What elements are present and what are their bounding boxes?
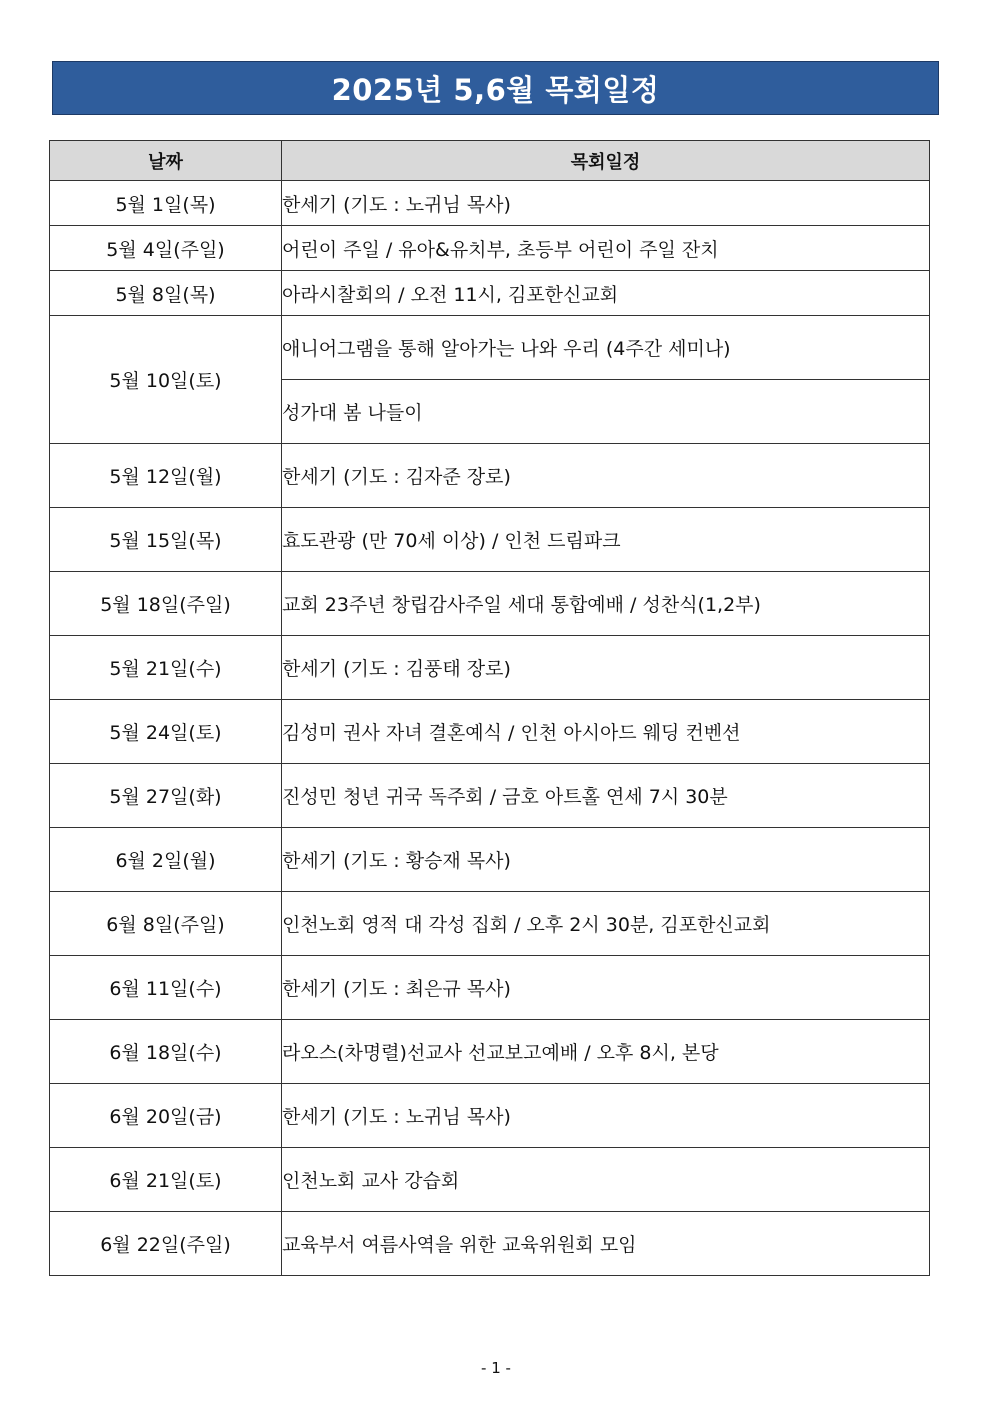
row-event: 인천노회 영적 대 각성 집회 / 오후 2시 30분, 김포한신교회 [282, 892, 930, 956]
row-date: 5월 10일(토) [50, 316, 282, 444]
row-date: 5월 8일(목) [50, 271, 282, 316]
table-row [50, 956, 930, 1020]
schedule-table [49, 140, 930, 1276]
row-date: 6월 21일(토) [50, 1148, 282, 1212]
row-event: 효도관광 (만 70세 이상) / 인천 드림파크 [282, 508, 930, 572]
row-date: 6월 20일(금) [50, 1084, 282, 1148]
row-event: 한세기 (기도 : 노귀님 목사) [282, 1084, 930, 1148]
table-row [50, 271, 930, 316]
row-event: 한세기 (기도 : 황승재 목사) [282, 828, 930, 892]
row-event: 교회 23주년 창립감사주일 세대 통합예배 / 성찬식(1,2부) [282, 572, 930, 636]
page-number: - 1 - [481, 1359, 511, 1377]
header-event: 목회일정 [282, 141, 930, 181]
row-date: 5월 21일(수) [50, 636, 282, 700]
row-date: 5월 12일(월) [50, 444, 282, 508]
table-row [50, 316, 930, 380]
title-banner [52, 61, 939, 115]
row-date: 5월 4일(주일) [50, 226, 282, 271]
row-date: 5월 15일(목) [50, 508, 282, 572]
row-event: 한세기 (기도 : 김자준 장로) [282, 444, 930, 508]
row-event: 한세기 (기도 : 노귀님 목사) [282, 181, 930, 226]
table-row [50, 444, 930, 508]
row-date: 6월 11일(수) [50, 956, 282, 1020]
row-date: 6월 22일(주일) [50, 1212, 282, 1276]
table-row [50, 1084, 930, 1148]
row-event: 한세기 (기도 : 최은규 목사) [282, 956, 930, 1020]
row-date: 5월 1일(목) [50, 181, 282, 226]
row-date: 6월 8일(주일) [50, 892, 282, 956]
row-date: 5월 18일(주일) [50, 572, 282, 636]
header-date: 날짜 [50, 141, 282, 181]
row-event: 한세기 (기도 : 김풍태 장로) [282, 636, 930, 700]
table-row [50, 828, 930, 892]
row-event: 인천노회 교사 강습회 [282, 1148, 930, 1212]
row-event: 교육부서 여름사역을 위한 교육위원회 모임 [282, 1212, 930, 1276]
row-date: 6월 18일(수) [50, 1020, 282, 1084]
table-row [50, 572, 930, 636]
row-event: 아라시찰회의 / 오전 11시, 김포한신교회 [282, 271, 930, 316]
table-row [50, 636, 930, 700]
table-row [50, 1148, 930, 1212]
row-event: 진성민 청년 귀국 독주회 / 금호 아트홀 연세 7시 30분 [282, 764, 930, 828]
row-date: 5월 27일(화) [50, 764, 282, 828]
table-row [50, 508, 930, 572]
table-row [50, 181, 930, 226]
table-row [50, 892, 930, 956]
table-header-row [50, 141, 930, 181]
row-event: 성가대 봄 나들이 [282, 380, 930, 444]
table-row [50, 226, 930, 271]
row-event: 김성미 권사 자녀 결혼예식 / 인천 아시아드 웨딩 컨벤션 [282, 700, 930, 764]
table-row [50, 1020, 930, 1084]
page-title: 2025년 5,6월 목회일정 [331, 72, 660, 107]
row-date: 5월 24일(토) [50, 700, 282, 764]
table-row [50, 764, 930, 828]
row-event: 라오스(차명렬)선교사 선교보고예배 / 오후 8시, 본당 [282, 1020, 930, 1084]
row-date: 6월 2일(월) [50, 828, 282, 892]
row-event: 애니어그램을 통해 알아가는 나와 우리 (4주간 세미나) [282, 316, 930, 380]
table-row [50, 1212, 930, 1276]
table-row [50, 700, 930, 764]
row-event: 어린이 주일 / 유아&유치부, 초등부 어린이 주일 잔치 [282, 226, 930, 271]
